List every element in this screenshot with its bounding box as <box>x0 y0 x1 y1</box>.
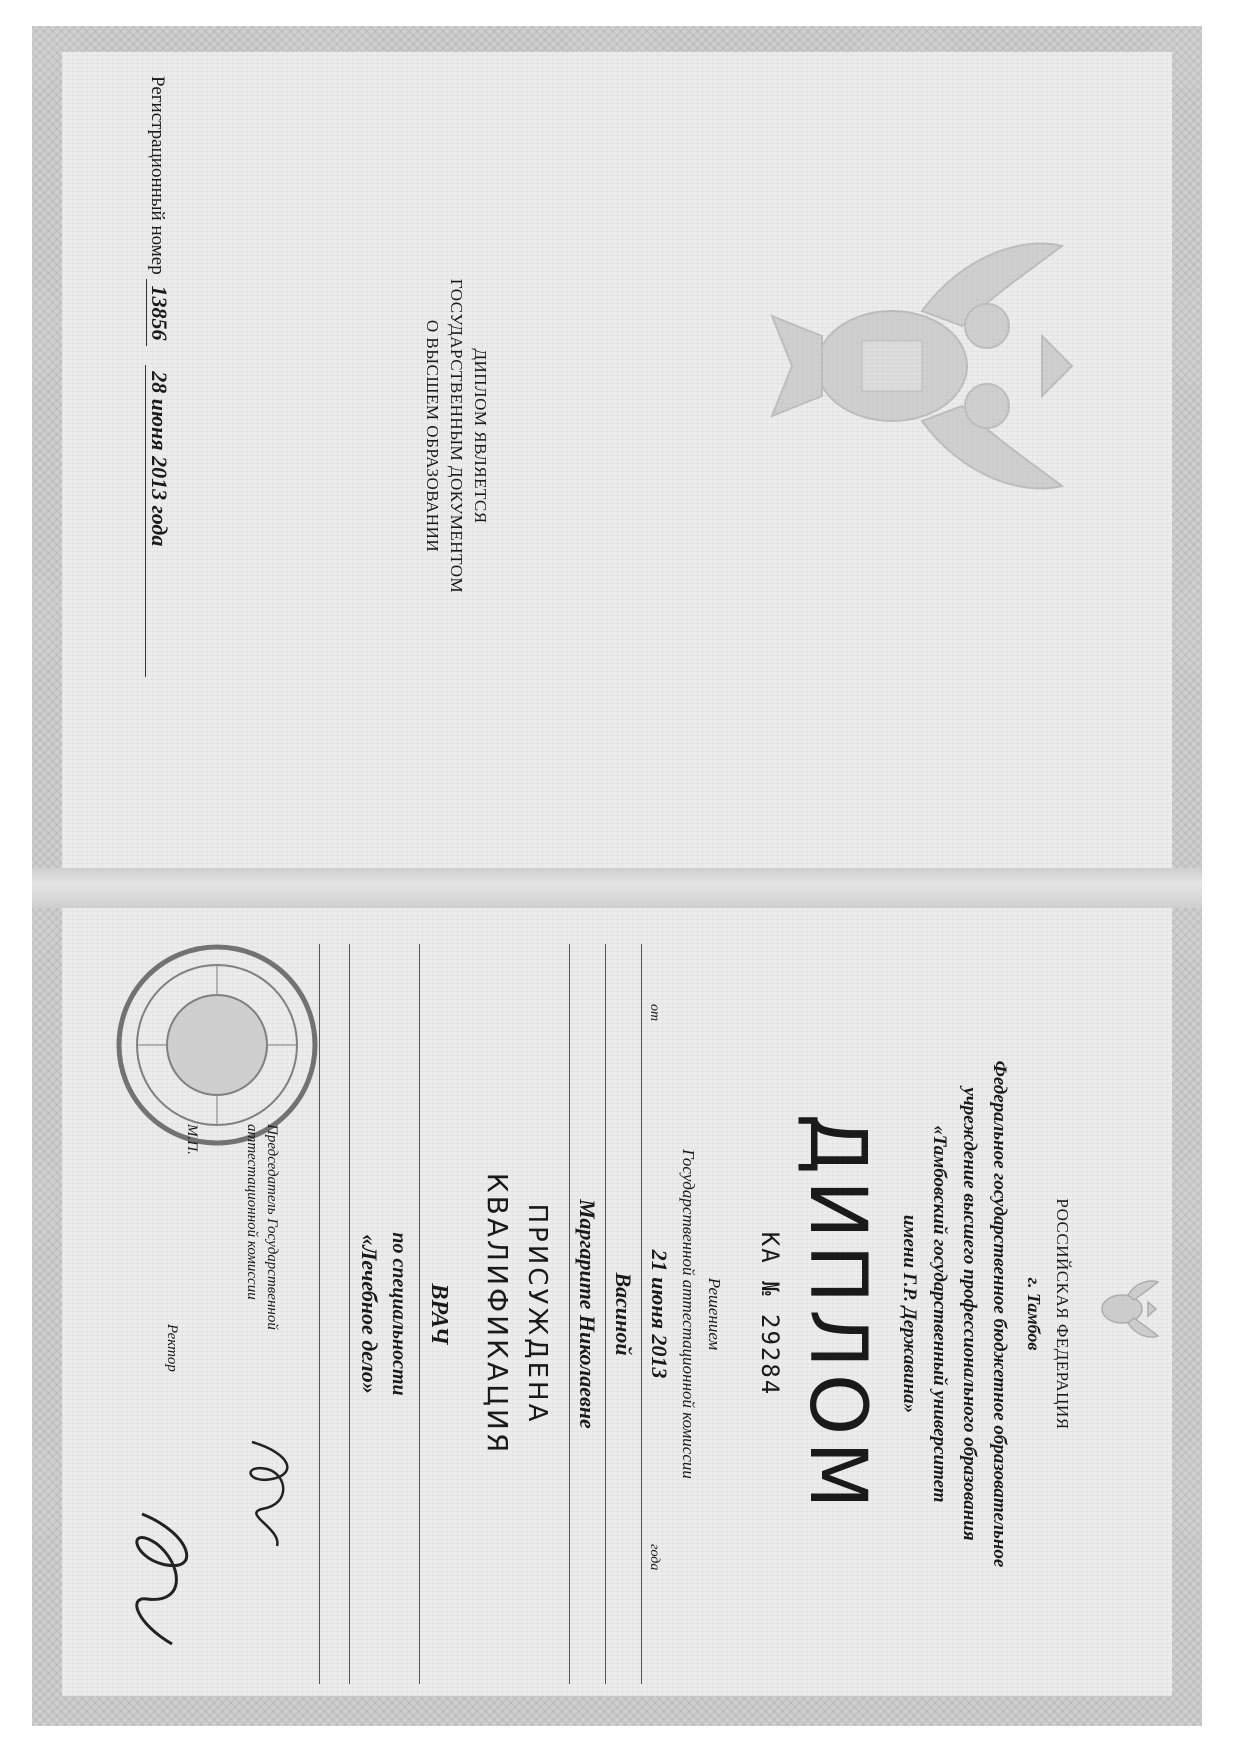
from-label: от <box>647 1004 662 1022</box>
upper-page <box>92 66 1202 866</box>
commission-chair <box>162 1124 282 1444</box>
validity-note <box>420 246 492 626</box>
recipient-surname: Васиной <box>611 1272 636 1356</box>
country-name: РОССИЙСКАЯ ФЕДЕРАЦИЯ <box>1053 1198 1072 1430</box>
validity-line: ГОСУДАРСТВЕННЫМ ДОКУМЕНТОМ <box>447 278 466 594</box>
validity-line: О ВЫСШЕМ ОБРАЗОВАНИИ <box>423 319 442 553</box>
diploma-scan <box>32 26 1202 1726</box>
chair-signature <box>232 1434 302 1554</box>
registration-number: 13856 <box>146 279 172 346</box>
registration-date: 28 июня 2013 года <box>145 365 172 677</box>
validity-line: ДИПЛОМ ЯВЛЯЕТСЯ <box>471 348 490 524</box>
institution-line: учреждение высшего профессионального образования <box>959 1087 980 1541</box>
qualification-heading: КВАЛИФИКАЦИЯ <box>481 1172 514 1456</box>
stamp-mark: М.П. <box>184 1124 200 1155</box>
decision-date: 21 июня 2013 <box>647 1249 672 1379</box>
specialty-underline <box>349 944 350 1684</box>
year-label: года <box>647 1544 662 1571</box>
double-headed-eagle-icon <box>752 216 1082 516</box>
qualification-underline <box>419 944 420 1684</box>
institution-line: Федеральное государственное бюджетное образовательное <box>989 1060 1010 1568</box>
rector-signature <box>112 1504 212 1654</box>
surname-underline <box>605 944 606 1684</box>
name-underline <box>569 944 570 1684</box>
institution-name <box>894 944 1014 1684</box>
date-underline <box>641 944 642 1684</box>
awarded-label: ПРИСУЖДЕНА <box>522 1203 552 1425</box>
recipient-name: Маргарите Николаевне <box>575 1199 600 1429</box>
series-number: КА № 29284 <box>756 1231 784 1397</box>
specialty-label: по специальности <box>388 1232 410 1396</box>
qualification-value: ВРАЧ <box>426 1283 452 1345</box>
chair-line: Председатель Государственной <box>264 1124 280 1330</box>
chair-line: аттестационной комиссии <box>244 1124 260 1300</box>
center-fold <box>32 868 1202 908</box>
document-title: ДИПЛОМ <box>792 1113 882 1515</box>
registration-line <box>145 76 172 856</box>
city-name: г. Тамбов <box>1024 1277 1044 1351</box>
decision-line: Решением <box>705 1277 724 1351</box>
decision-line: Государственной аттестационной комиссии <box>679 1149 698 1479</box>
coat-of-arms-icon <box>1092 1274 1162 1344</box>
specialty-value: «Лечебное дело» <box>357 1234 382 1394</box>
institution-line: имени Г.Р. Державина» <box>899 1214 920 1414</box>
registration-label: Регистрационный номер <box>147 76 168 275</box>
rector-label: Ректор <box>164 1324 180 1372</box>
lower-page <box>92 904 1202 1724</box>
institution-line: «Тамбовский государственный университет <box>929 1125 950 1503</box>
round-seal-icon <box>112 940 322 1150</box>
decision-text <box>675 944 727 1684</box>
